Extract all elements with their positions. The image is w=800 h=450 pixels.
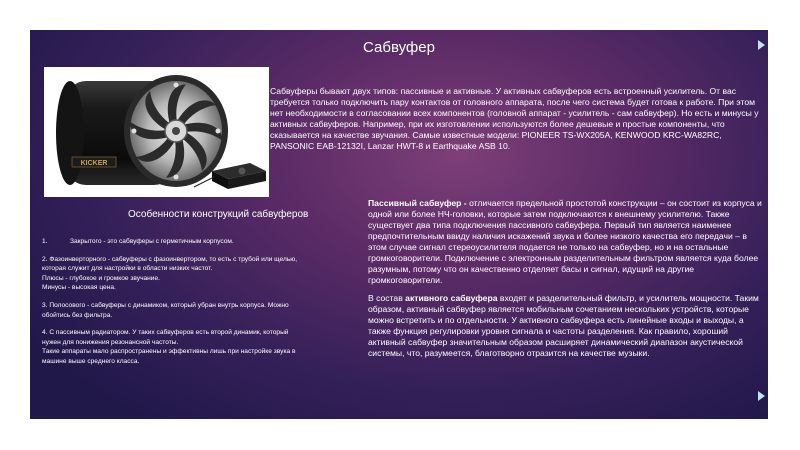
item-number: 1. [42, 238, 48, 245]
passive-term: Пассивный сабвуфер - [368, 198, 467, 208]
slide [30, 30, 768, 419]
slide-title: Сабвуфер [363, 39, 435, 56]
passive-paragraph [368, 198, 762, 286]
active-term: активного сабвуфера [405, 293, 498, 303]
item-line: Минусы - высокая цена. [42, 284, 116, 292]
item-line: машине выше среднего класса. [42, 357, 140, 365]
item-line: 4. С пассивным радиатором. У таких сабвуферов есть второй динамик, который [42, 329, 289, 337]
intro-paragraph: Сабвуферы бывают двух типов: пассивные и активные. У активных сабвуферов есть встроенный усилитель. От вас требуется только подключить пару контактов от головного аппарата, после чего система будет готова к работе. При этом нет необходимости в согласовании всех компонентов (головной аппарат - усилитель - сам сабвуфер). Но есть и минусы у активных сабвуферов. Например, при их изготовлении используются более дешевые и простые компоненты, что сказывается на качестве звучания. Самые известные модели: PIONEER TS-WX205A, KENWOOD KRC-WA82RC, PANSONIC EAB-12132I, Lanzar HWT-8 и Earthquake ASB 10. [270, 86, 759, 151]
active-prefix: В состав [368, 293, 406, 303]
item-line: которая служит для настройки в области низких частот. [42, 265, 213, 273]
item-line: Плюсы - глубокое и громкое звучание. [42, 274, 160, 282]
subwoofer-types [368, 198, 762, 366]
item-line: 2. Фазоинверторного - сабвуферы с фазоинвертором, то есть с трубой или щелью, [42, 255, 298, 263]
item-line: 3. Полосового - сабвуферы с динамиком, который убран внутрь корпуса. Можно [42, 301, 289, 309]
features-list [42, 237, 360, 375]
item-line: нужен для понижения резонансной частоты. [42, 338, 179, 346]
subwoofer-photo [44, 67, 269, 197]
passive-text: отличается предельной простотой конструкции – он состоит из корпуса и одной или более НЧ-головки, которые затем подключаются к внешнему усилителю. Также существует два типа подключения пассивного сабвуфера. Первый тип является наименее предпочтительным ввиду наличия искажений звука и более низкого качества его передачи – в этом случае сигнал стереоусилителя подается не только на сабвуфер, но и на остальные громкоговорители. Подключение с электронным разделительным фильтром является куда более разумным, потому что он качественно отделяет басы и сигнал, идущий на другие громкоговорители. [368, 198, 762, 285]
list-item [42, 301, 360, 320]
brand-badge: KICKER [80, 160, 108, 167]
list-item [42, 237, 360, 247]
item-text: Закрытого - это сабвуферы с герметичным корпусом. [70, 238, 234, 245]
arrow-icon [758, 391, 765, 401]
subwoofer-image [44, 67, 269, 197]
item-line: Такие аппараты мало распространены и эффективны лишь при настройке звука в [42, 348, 296, 356]
features-heading: Особенности конструкций сабвуферов [128, 209, 309, 220]
active-paragraph [368, 293, 762, 359]
active-text: входят и разделительный фильтр, и усилитель мощности. Таким образом, активный сабвуфер является мобильным сочетанием нескольких устройств, которые можно встретить и по отдельности. У активного сабвуфера есть линейные входы и выходы, а также функция регулировки уровня сигнала и частоты разделения. Как правило, хороший активный сабвуфер значительным образом расширяет динамический диапазон акустической системы, что, разумеется, благотворно отразится на качестве музыки. [368, 293, 759, 358]
list-item [42, 255, 360, 293]
item-line: обойтись без фильтра. [42, 311, 113, 319]
list-item [42, 328, 360, 366]
